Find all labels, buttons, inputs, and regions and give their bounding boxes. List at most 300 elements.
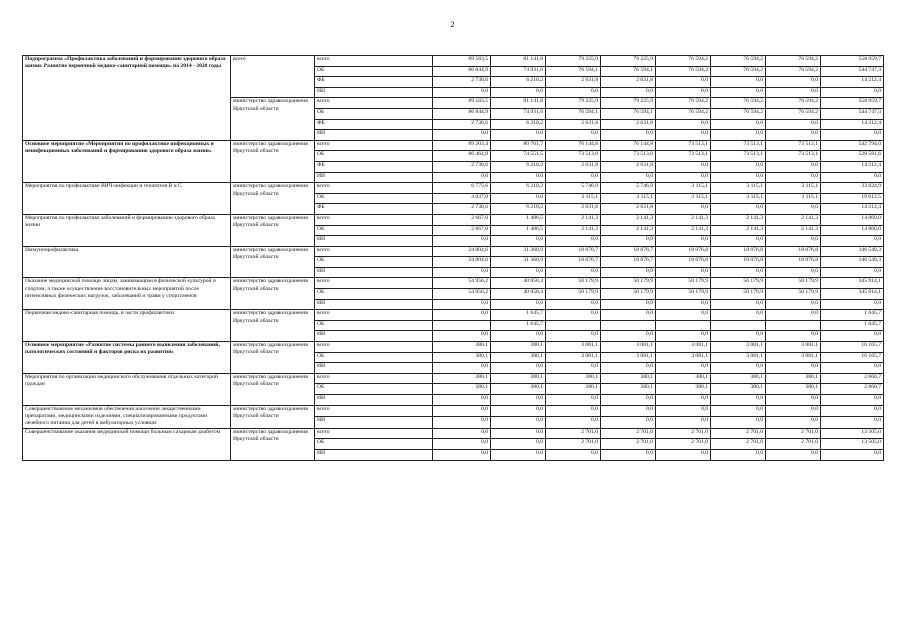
funding-source: всего [315,98,433,109]
table-row [23,214,884,225]
amount-cell: 0,0 [433,395,491,406]
amount-cell: 1 645,7 [821,310,884,321]
funding-source: всего [315,246,433,257]
amount-cell: 0,0 [433,405,491,417]
amount-cell: 0,0 [601,172,656,183]
amount-cell: 19 612,5 [821,193,884,204]
amount-cell: 18 076,8 [711,257,766,268]
amount-cell: 1 645,7 [821,320,884,331]
amount-cell: 380,1 [601,384,656,395]
amount-cell: 2 141,3 [711,214,766,225]
amount-cell: 0,0 [601,87,656,98]
amount-cell: 0,0 [601,331,656,342]
amount-cell: 544 747,3 [821,108,884,119]
amount-cell: 2 141,3 [656,225,711,236]
amount-cell: 74 931,6 [491,66,546,77]
amount-cell: 0,0 [711,236,766,247]
amount-cell: 50 179,9 [656,289,711,300]
amount-cell: 0,0 [601,450,656,461]
amount-cell: 3 081,1 [601,352,656,363]
amount-cell: 0,0 [766,417,821,429]
amount-cell: 2 701,0 [656,428,711,439]
amount-cell: 0,0 [601,310,656,321]
funding-source: ОБ [315,257,433,268]
amount-cell: 380,1 [546,373,601,384]
amount-cell: 2 141,3 [766,225,821,236]
amount-cell: 0,0 [711,77,766,88]
amount-cell: 0,0 [821,417,884,429]
amount-cell: 3 115,1 [766,183,821,194]
amount-cell: 0,0 [601,130,656,141]
amount-cell: 2 701,0 [766,439,821,450]
amount-cell: 380,1 [433,352,491,363]
amount-cell: 0,0 [491,331,546,342]
amount-cell: 0,0 [711,130,766,141]
amount-cell: 0,0 [656,331,711,342]
executor: министерство здравоохранения Иркутской области [231,428,315,460]
amount-cell: 0,0 [821,236,884,247]
amount-cell: 18 076,8 [766,257,821,268]
amount-cell: 380,1 [766,373,821,384]
amount-cell: 2 141,3 [546,225,601,236]
activity-name: Совершенствование оказания медицинской помощи больным сахарным диабетом [23,428,231,460]
amount-cell: 73 513,1 [711,151,766,162]
amount-cell: 0,0 [491,193,546,204]
amount-cell: 0,0 [433,363,491,374]
amount-cell: 0,0 [821,130,884,141]
activity-name: Иммунопрофилактика [23,246,231,278]
amount-cell: 380,1 [711,384,766,395]
amount-cell: 544 747,3 [821,66,884,77]
amount-cell: 0,0 [433,172,491,183]
amount-cell: 0,0 [491,363,546,374]
amount-cell: 2 701,0 [766,428,821,439]
executor: министерство здравоохранения Иркутской области [231,98,315,140]
amount-cell: 1 645,7 [491,310,546,321]
funding-source: всего [315,56,433,67]
amount-cell: 380,1 [491,352,546,363]
amount-cell: 3 081,1 [656,342,711,353]
amount-cell: 0,0 [491,428,546,439]
table-row [23,342,884,353]
funding-source: всего [315,310,433,321]
activity-name: Основное мероприятие «Мероприятия по профилактике инфекционных и неинфекционных заболеваний и формированию здорового образа жизни» [23,140,231,182]
funding-source: ИИ [315,299,433,310]
amount-cell: 6 210,2 [491,77,546,88]
funding-source: всего [315,342,433,353]
amount-cell: 2 701,0 [546,428,601,439]
amount-cell: 18 076,7 [601,246,656,257]
amount-cell: 18 076,8 [711,246,766,257]
amount-cell: 3 081,1 [766,352,821,363]
amount-cell: 3 081,1 [656,352,711,363]
table-row [23,310,884,321]
amount-cell: 2 631,8 [601,77,656,88]
funding-source: ОБ [315,352,433,363]
amount-cell: 0,0 [546,331,601,342]
table-row [23,428,884,439]
amount-cell: 2 141,3 [546,214,601,225]
executor: всего [231,56,315,98]
amount-cell: 76 594,2 [656,108,711,119]
table-row [23,373,884,384]
amount-cell: 0,0 [711,310,766,321]
amount-cell: 0,0 [433,236,491,247]
amount-cell [433,320,491,331]
amount-cell [656,320,711,331]
amount-cell: 2 701,0 [601,428,656,439]
amount-cell: 0,0 [433,450,491,461]
amount-cell: 76 594,1 [601,66,656,77]
amount-cell: 79 225,9 [546,56,601,67]
amount-cell: 0,0 [821,395,884,406]
amount-cell: 0,0 [433,331,491,342]
amount-cell: 0,0 [821,363,884,374]
amount-cell: 0,0 [601,236,656,247]
funding-source: всего [315,214,433,225]
amount-cell: 2 738,6 [433,119,491,130]
funding-source: всего [315,405,433,417]
amount-cell: 16 165,7 [821,352,884,363]
amount-cell: 14 212,4 [821,119,884,130]
amount-cell: 2 141,3 [656,214,711,225]
amount-cell: 0,0 [601,267,656,278]
table-row [23,405,884,417]
funding-source: ИИ [315,267,433,278]
amount-cell: 31 360,9 [491,246,546,257]
amount-cell: 18 076,7 [546,257,601,268]
amount-cell: 86 844,9 [433,66,491,77]
funding-source: ИИ [315,236,433,247]
funding-source: всего [315,373,433,384]
amount-cell: 2 141,3 [601,225,656,236]
amount-cell: 0,0 [656,204,711,215]
amount-cell: 3 081,1 [601,342,656,353]
amount-cell: 2 631,8 [546,204,601,215]
amount-cell: 558 959,7 [821,98,884,109]
amount-cell: 79 225,9 [546,98,601,109]
amount-cell: 16 165,7 [821,342,884,353]
amount-cell: 2 631,8 [546,77,601,88]
amount-cell: 0,0 [491,439,546,450]
amount-cell: 2 701,0 [546,439,601,450]
amount-cell: 0,0 [433,130,491,141]
amount-cell: 146 549,3 [821,257,884,268]
executor: министерство здравоохранения Иркутской области [231,310,315,342]
amount-cell: 0,0 [491,236,546,247]
amount-cell: 0,0 [656,161,711,172]
amount-cell: 0,0 [491,130,546,141]
funding-source: ОБ [315,439,433,450]
amount-cell: 0,0 [821,450,884,461]
amount-cell: 0,0 [656,299,711,310]
amount-cell: 2 667,0 [433,214,491,225]
amount-cell [711,320,766,331]
amount-cell: 0,0 [433,428,491,439]
amount-cell: 0,0 [491,405,546,417]
amount-cell: 0,0 [546,450,601,461]
amount-cell: 73 513,1 [656,151,711,162]
amount-cell: 0,0 [766,299,821,310]
amount-cell: 0,0 [821,87,884,98]
amount-cell [766,320,821,331]
amount-cell: 2 631,8 [546,119,601,130]
funding-source: ОБ [315,193,433,204]
amount-cell: 76 594,2 [711,56,766,67]
amount-cell: 54 956,2 [433,289,491,300]
amount-cell: 2 660,7 [821,373,884,384]
amount-cell: 380,1 [433,373,491,384]
amount-cell: 50 179,9 [546,289,601,300]
amount-cell: 3 081,1 [546,352,601,363]
amount-cell: 3 115,1 [656,183,711,194]
amount-cell: 0,0 [656,130,711,141]
amount-cell: 0,0 [546,236,601,247]
amount-cell: 0,0 [491,172,546,183]
activity-name: Подпрограмма «Профилактика заболеваний и формирование здорового образа жизни. Развитие первичной медико-санитарной помощи» на 2014 - 2020 годы [23,56,231,141]
amount-cell: 2 701,0 [711,439,766,450]
amount-cell: 3 081,1 [766,342,821,353]
amount-cell: 0,0 [711,87,766,98]
amount-cell: 24 804,6 [433,246,491,257]
amount-cell: 0,0 [711,417,766,429]
amount-cell: 31 360,9 [491,257,546,268]
amount-cell: 5 746,9 [546,183,601,194]
amount-cell: 81 141,8 [491,56,546,67]
amount-cell: 40 058,4 [491,289,546,300]
amount-cell: 0,0 [766,130,821,141]
amount-cell: 0,0 [766,204,821,215]
amount-cell: 74 551,5 [491,151,546,162]
amount-cell: 380,1 [491,373,546,384]
amount-cell: 2 631,8 [546,161,601,172]
amount-cell: 3 115,1 [711,193,766,204]
amount-cell: 81 141,8 [491,98,546,109]
amount-cell: 89 203,4 [433,140,491,151]
amount-cell: 0,0 [711,161,766,172]
amount-cell: 0,0 [491,395,546,406]
amount-cell: 0,0 [601,395,656,406]
amount-cell: 14 860,0 [821,225,884,236]
amount-cell: 6 210,2 [491,119,546,130]
amount-cell: 0,0 [766,77,821,88]
amount-cell: 0,0 [656,450,711,461]
amount-cell: 0,0 [601,417,656,429]
executor: министерство здравоохранения Иркутской области [231,214,315,246]
amount-cell: 2 631,8 [601,204,656,215]
funding-source: всего [315,140,433,151]
executor: министерство здравоохранения Иркутской области [231,278,315,310]
amount-cell: 0,0 [601,299,656,310]
amount-cell: 0,0 [656,310,711,321]
amount-cell: 54 956,2 [433,278,491,289]
funding-source: ИИ [315,172,433,183]
amount-cell: 2 141,3 [601,214,656,225]
amount-cell: 4 037,0 [433,193,491,204]
amount-cell: 50 179,9 [766,289,821,300]
amount-cell: 2 701,0 [711,428,766,439]
amount-cell: 3 115,1 [546,193,601,204]
amount-cell: 0,0 [711,450,766,461]
amount-cell: 1 645,7 [491,320,546,331]
amount-cell: 76 594,2 [656,66,711,77]
amount-cell: 0,0 [766,172,821,183]
amount-cell: 18 076,7 [546,246,601,257]
budget-table [22,55,884,461]
activity-name: Мероприятия по организации медицинского обслуживания отдельных категорий граждан [23,373,231,405]
amount-cell: 0,0 [433,417,491,429]
amount-cell: 0,0 [433,87,491,98]
amount-cell: 0,0 [766,236,821,247]
amount-cell: 0,0 [491,417,546,429]
amount-cell: 0,0 [821,331,884,342]
amount-cell [546,320,601,331]
amount-cell: 80 761,7 [491,140,546,151]
amount-cell: 0,0 [656,395,711,406]
amount-cell: 0,0 [656,417,711,429]
amount-cell: 3 115,1 [711,183,766,194]
amount-cell: 76 144,8 [601,140,656,151]
amount-cell: 86 844,9 [433,108,491,119]
amount-cell: 3 115,1 [766,193,821,204]
amount-cell: 76 594,2 [766,108,821,119]
amount-cell: 0,0 [546,130,601,141]
amount-cell: 380,1 [491,384,546,395]
amount-cell: 50 179,9 [601,289,656,300]
table-row [23,56,884,67]
amount-cell: 73 513,1 [766,151,821,162]
amount-cell: 86 464,8 [433,151,491,162]
amount-cell: 73 513,0 [546,151,601,162]
executor: министерство здравоохранения Иркутской области [231,405,315,428]
amount-cell: 0,0 [546,87,601,98]
amount-cell: 0,0 [656,77,711,88]
executor: министерство здравоохранения Иркутской области [231,183,315,215]
funding-source: ОБ [315,66,433,77]
amount-cell: 0,0 [491,299,546,310]
amount-cell: 40 058,4 [491,278,546,289]
amount-cell: 146 549,3 [821,246,884,257]
amount-cell: 3 115,1 [601,193,656,204]
funding-source: ОБ [315,108,433,119]
amount-cell: 6 775,6 [433,183,491,194]
amount-cell: 73 513,1 [656,140,711,151]
activity-name: Совершенствование механизмов обеспечения населения лекарственными препаратами, медицинскими изделиями, специализированными продуктами лечебного питания для детей в амбулаторных условиях [23,405,231,428]
amount-cell: 18 076,7 [601,257,656,268]
amount-cell: 79 225,9 [601,56,656,67]
amount-cell: 2 701,0 [601,439,656,450]
amount-cell: 1 486,5 [491,214,546,225]
amount-cell: 14 860,0 [821,214,884,225]
amount-cell: 0,0 [433,310,491,321]
funding-source: всего [315,278,433,289]
amount-cell: 0,0 [656,236,711,247]
amount-cell: 2 141,3 [711,225,766,236]
amount-cell: 380,1 [546,384,601,395]
amount-cell: 6 210,2 [491,204,546,215]
amount-cell: 0,0 [766,310,821,321]
executor: министерство здравоохранения Иркутской области [231,342,315,374]
amount-cell: 0,0 [546,267,601,278]
amount-cell: 14 212,4 [821,77,884,88]
amount-cell: 0,0 [766,267,821,278]
amount-cell: 0,0 [766,395,821,406]
funding-source: ОБ [315,151,433,162]
amount-cell: 0,0 [546,405,601,417]
amount-cell: 24 804,6 [433,257,491,268]
amount-cell: 0,0 [433,267,491,278]
amount-cell: 2 141,3 [766,214,821,225]
amount-cell: 0,0 [546,363,601,374]
amount-cell: 0,0 [656,172,711,183]
amount-cell: 5 746,9 [601,183,656,194]
funding-source: ФБ [315,161,433,172]
amount-cell: 0,0 [491,267,546,278]
amount-cell: 0,0 [711,299,766,310]
activity-name: Основное мероприятие «Развитие системы раннего выявления заболеваний, патологических состояний и факторов риска их развития» [23,342,231,374]
amount-cell: 0,0 [433,439,491,450]
amount-cell: 0,0 [546,417,601,429]
amount-cell: 0,0 [711,119,766,130]
amount-cell: 0,0 [601,405,656,417]
funding-source: ИИ [315,395,433,406]
funding-source: ФБ [315,119,433,130]
amount-cell: 6 210,2 [491,161,546,172]
funding-source: всего [315,183,433,194]
amount-cell: 73 513,0 [601,151,656,162]
amount-cell: 76 594,2 [711,108,766,119]
amount-cell: 0,0 [656,119,711,130]
amount-cell: 76 594,2 [766,98,821,109]
funding-source: всего [315,428,433,439]
amount-cell: 76 594,1 [546,108,601,119]
funding-source: ИИ [315,130,433,141]
activity-name: Мероприятия по профилактике заболеваний и формированию здорового образа жизни [23,214,231,246]
funding-source: ИИ [315,417,433,429]
amount-cell: 76 144,8 [546,140,601,151]
amount-cell: 50 179,9 [656,278,711,289]
amount-cell: 0,0 [491,450,546,461]
amount-cell: 13 505,0 [821,428,884,439]
amount-cell: 76 594,1 [601,108,656,119]
amount-cell: 0,0 [546,299,601,310]
amount-cell: 0,0 [546,310,601,321]
amount-cell: 0,0 [821,267,884,278]
amount-cell: 0,0 [656,405,711,417]
amount-cell: 2 738,6 [433,204,491,215]
amount-cell: 345 914,1 [821,289,884,300]
executor: министерство здравоохранения Иркутской области [231,246,315,278]
amount-cell: 380,1 [433,342,491,353]
amount-cell: 1 486,5 [491,225,546,236]
amount-cell: 380,1 [711,373,766,384]
amount-cell: 0,0 [711,172,766,183]
funding-source: ИИ [315,87,433,98]
amount-cell: 79 225,9 [601,98,656,109]
amount-cell: 73 513,1 [766,140,821,151]
amount-cell: 3 081,1 [711,352,766,363]
amount-cell: 76 594,2 [766,66,821,77]
funding-source: ФБ [315,204,433,215]
amount-cell: 380,1 [766,384,821,395]
activity-name: Оказание медицинской помощи лицам, занимающимся физической культурой и спортом, а также осуществление восстановительных мероприятий после интенсивных физических нагрузок, заболеваний и травм у спортсменов [23,278,231,310]
amount-cell: 18 076,8 [656,257,711,268]
amount-cell: 76 594,2 [656,56,711,67]
funding-source: ОБ [315,384,433,395]
amount-cell: 0,0 [711,204,766,215]
amount-cell: 345 914,1 [821,278,884,289]
amount-cell: 0,0 [433,299,491,310]
